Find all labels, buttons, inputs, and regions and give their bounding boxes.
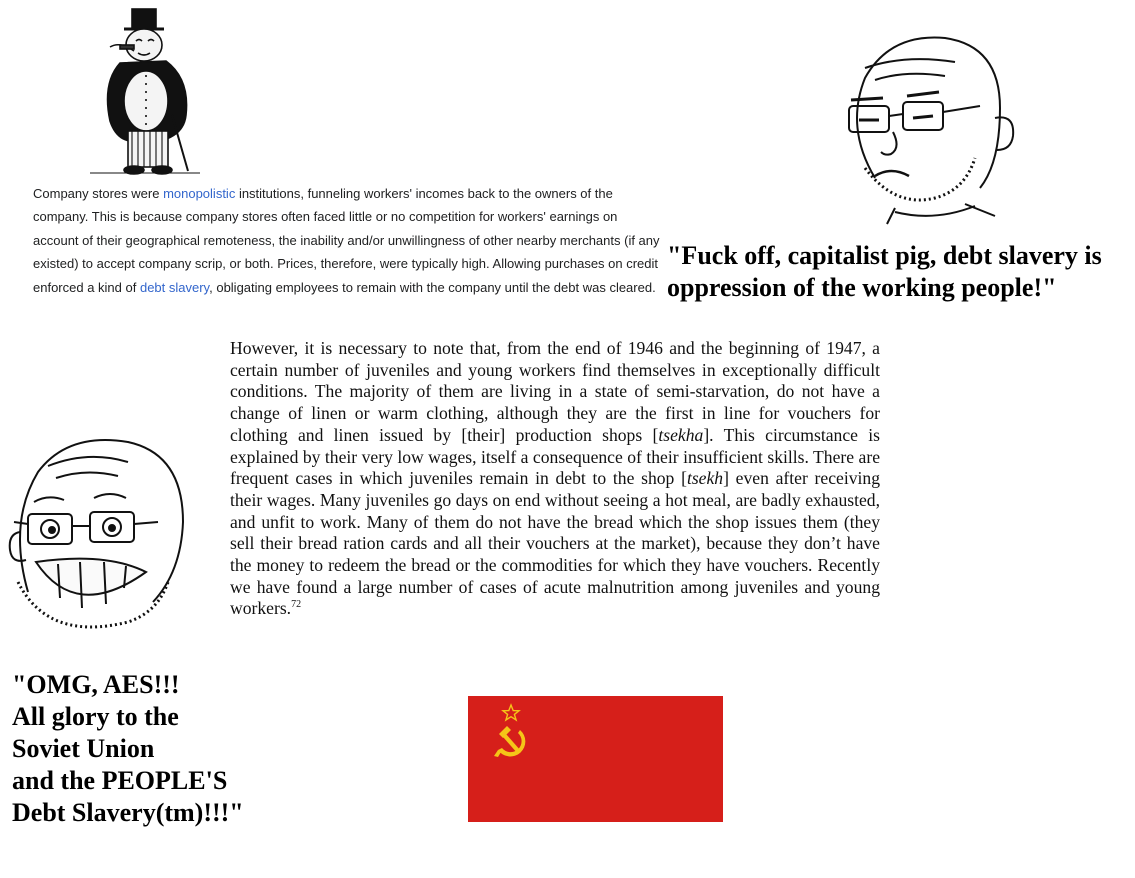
footnote-marker: 72 xyxy=(291,599,302,611)
quote-bottom-line-5: Debt Slavery(tm)!!!" xyxy=(12,798,244,827)
book-italic-tsekh: tsekh xyxy=(686,468,724,489)
quote-bottom-line-1: "OMG, AES!!! xyxy=(12,670,180,699)
quote-bottom xyxy=(12,669,312,829)
monopolistic-link[interactable]: monopolistic xyxy=(163,186,236,201)
capitalist-illustration xyxy=(80,5,210,177)
flag-field xyxy=(468,696,723,822)
book-italic-tsekha: tsekha xyxy=(658,424,704,445)
wiki-text-3: , obligating employees to remain with the company until the debt was cleared. xyxy=(209,279,656,295)
book-excerpt xyxy=(230,338,880,620)
quote-top: "Fuck off, capitalist pig, debt slavery is oppression of the working people!" xyxy=(667,241,1102,302)
quote-bottom-line-3: Soviet Union xyxy=(12,734,155,763)
wiki-excerpt xyxy=(33,182,663,299)
book-text-1: However, it is necessary to note that, from the end of 1946 and the beginning of 1947, a certain number of juveniles and young workers find themselves in exceptionally difficult conditions. The majority of them are living in a state of semi-starvation, do not have a change of linen or warm clothing, although they are the first in line for vouchers for clothing and linen issued by [their] production shops [ xyxy=(230,338,880,445)
quote-bottom-line-2: All glory to the xyxy=(12,702,179,731)
book-text-3: ] even after receiving their wages. Many juveniles go days on end without seeing a hot meal, are badly exhausted, and unfit to work. Many of them do not have the bread which the shop issues them (they sell their bread ration cards and all their vouchers at the market), because they don’t have the money to redeem the bread or the commodities for which they have vouchers. Recently we have found a large number of cases of acute malnutrition among juveniles and young workers. xyxy=(230,468,880,619)
wiki-text-1: Company stores were xyxy=(33,186,164,201)
wiki-text-2: institutions, funneling workers' incomes back to the owners of the company. This is because company stores often faced little or no competition for workers' earnings on account of their geographical remoteness, the inability and/or unwillingness of other nearby merchants (if any existed) to accept company scrip, or both. Prices, therefore, were typically high. Allowing purchases on credit enforced a kind of xyxy=(33,186,660,295)
book-text-2: ]. This circumstance is explained by their very low wages, itself a consequence of their insufficient skills. There are frequent cases in which juveniles remain in debt to the shop [ xyxy=(230,424,880,489)
wojak-glasses-grinning xyxy=(8,432,188,632)
soviet-flag xyxy=(468,696,723,822)
debt-slavery-link[interactable]: debt slavery xyxy=(139,279,210,295)
quote-bottom-line-4: and the PEOPLE'S xyxy=(12,766,228,795)
wojak-glasses-angry xyxy=(835,28,1025,228)
